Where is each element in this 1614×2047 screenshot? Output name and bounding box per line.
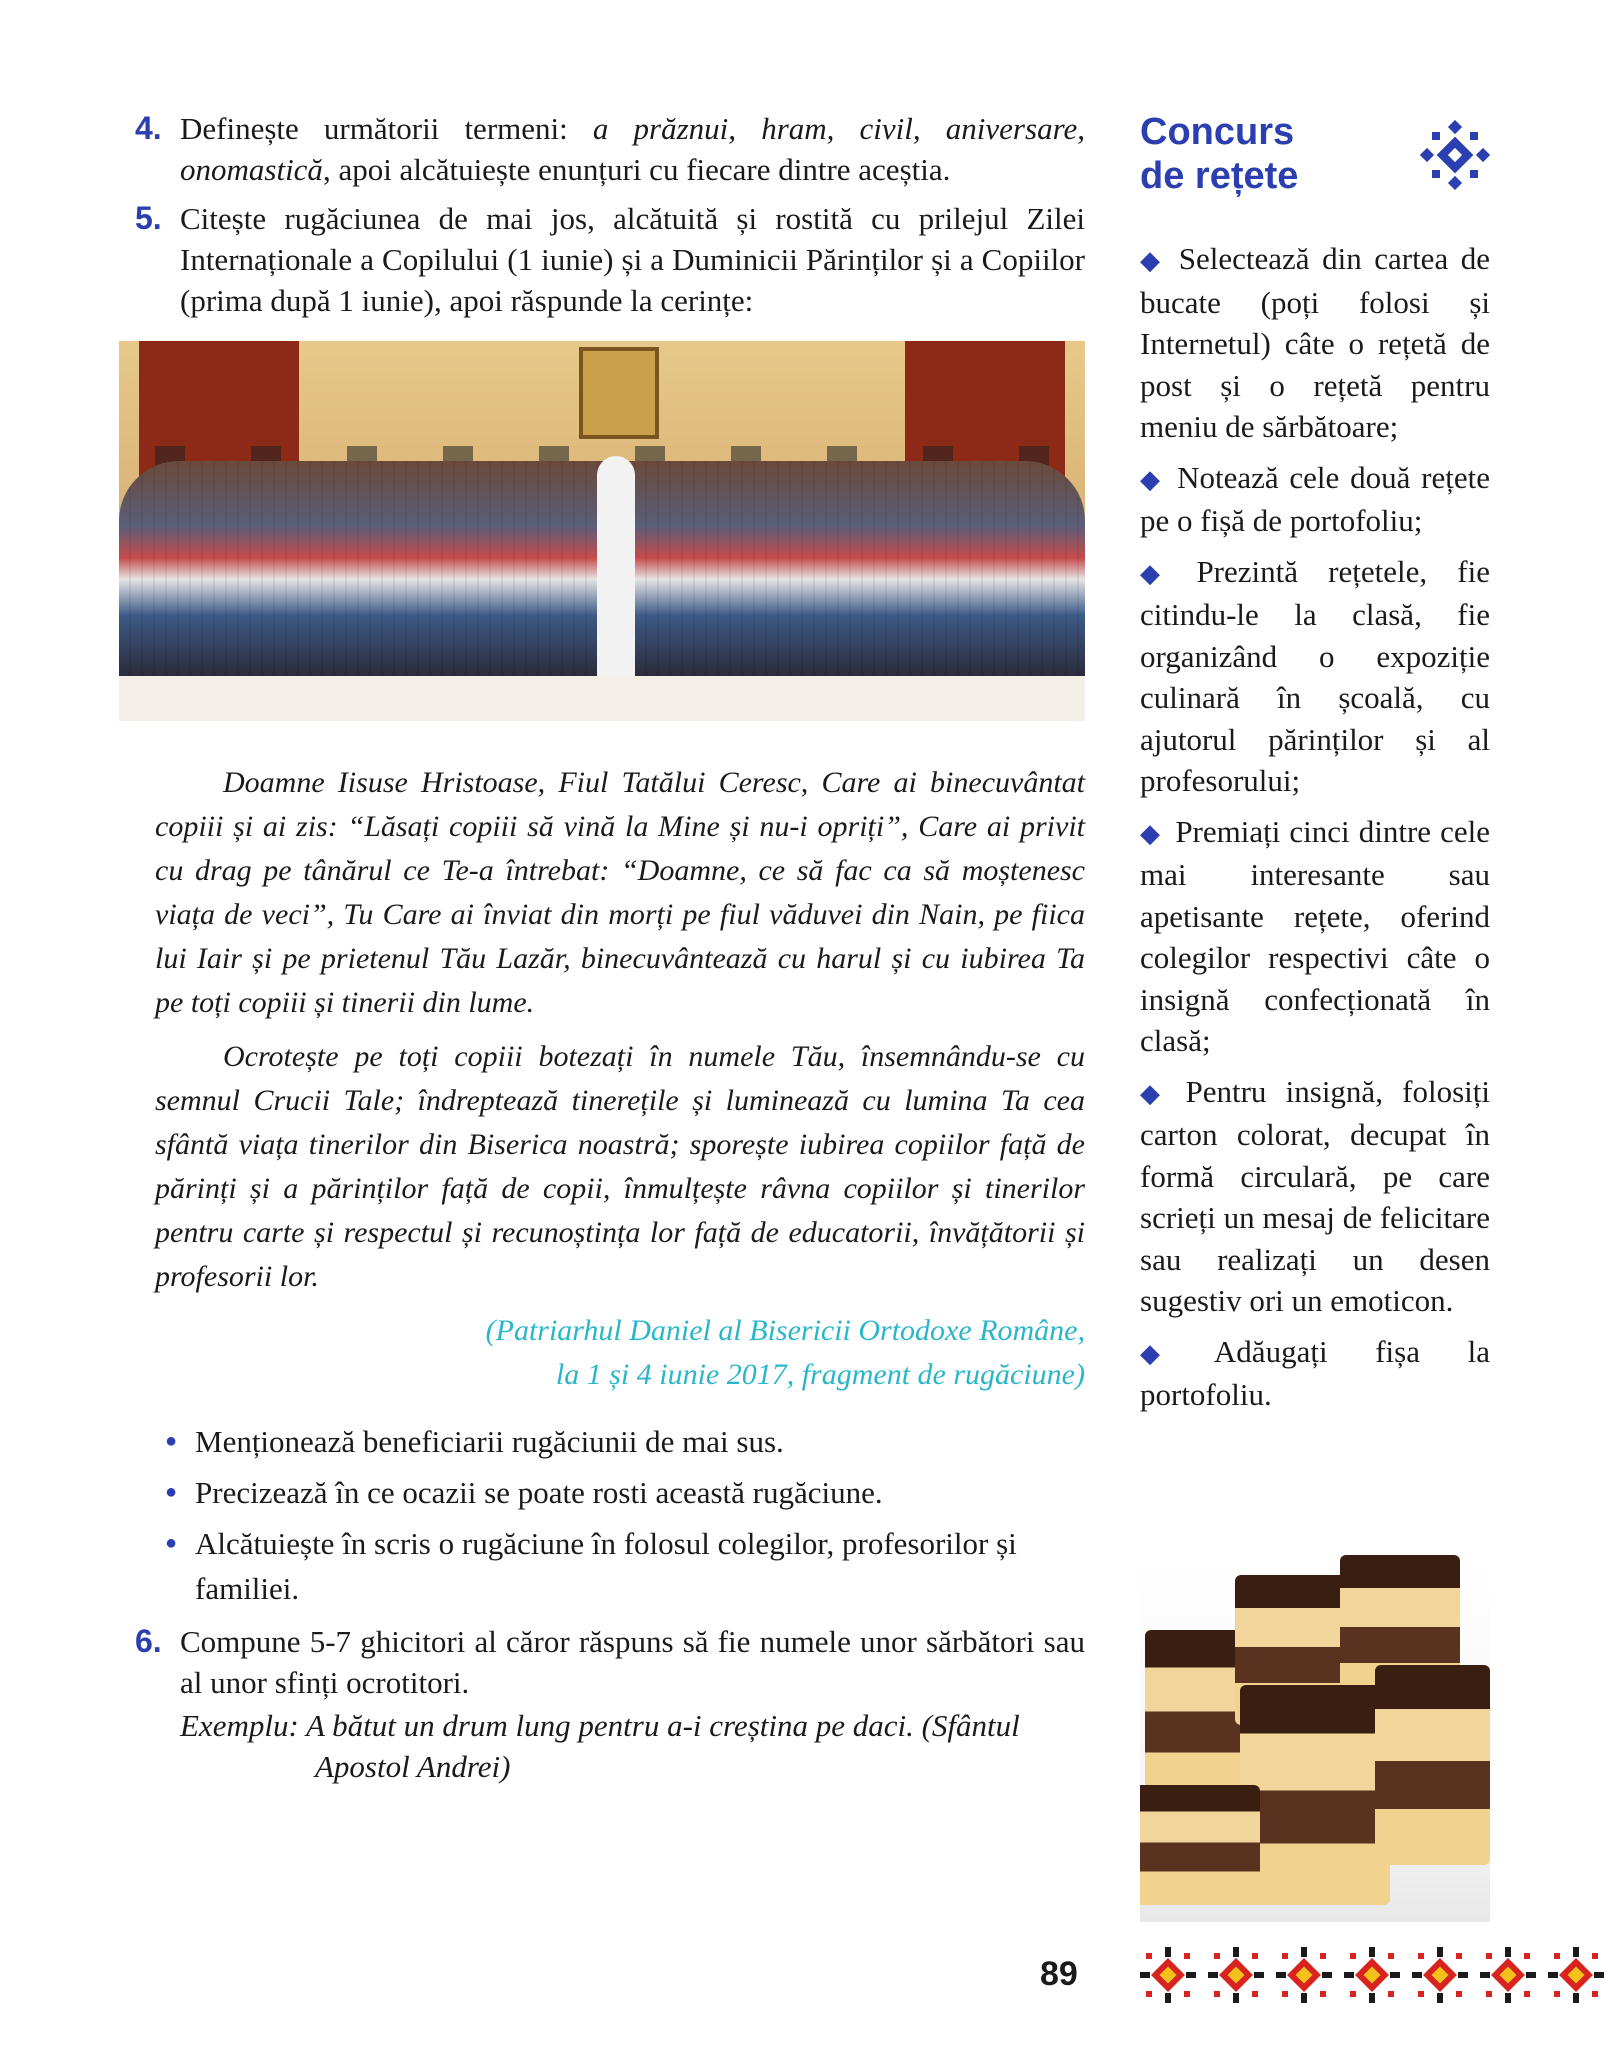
list-item: ◆ Premiați cinci dintre cele mai interesante sau apetisante rețete, oferind colegilor respectivi câte o insignă confecționată în clasă;	[1140, 813, 1490, 1058]
page-number: 89	[1040, 1955, 1078, 1993]
cake-photo	[1140, 1555, 1490, 1922]
prayer-paragraph: Doamne Iisuse Hristoase, Fiul Tatălui Ceresc, Care ai binecuvântat copiii și ai zis: “Lăsați copiii să vină la Mine și nu-i opriți”, Care ai privit cu drag pe tânărul ce Te-a întrebat: “Doamne, ce să fac ca să moștenesc viața de veci”, Tu Care ai înviat din morți pe fiul văduvei din Nain, pe fiica lui Iair și pe prietenul Tău Lazăr, binecuvântează cu harul și cu iubirea Ta pe toți copiii și tinerii din lume.	[155, 766, 1085, 1019]
diamond-icon: ◆	[1140, 1338, 1200, 1368]
diamond-icon: ◆	[1140, 558, 1183, 588]
holy-trinity-icon	[579, 347, 659, 439]
task-text: Definește următorii termeni:	[180, 111, 593, 146]
task-number: 6.	[135, 1623, 162, 1659]
task-example: Exemplu: A bătut un drum lung pentru a-i creștina pe daci. (Sfântul Apostol Andrei)	[180, 1708, 1020, 1784]
patriarch-figure	[597, 456, 635, 681]
folk-border-icon	[1138, 1945, 1608, 2005]
list-item: ◆ Notează cele două rețete pe o fișă de portofoliu;	[1140, 459, 1491, 538]
recipe-contest-sidebar	[1140, 110, 1490, 1425]
list-item: ◆ Pentru insignă, folosiți carton colorat, decupat în formă circulară, pe care scrieți un mesaj de felicitare sau realizați un desen sugestiv ori un emoticon.	[1140, 1073, 1491, 1318]
list-item: ◆ Selectează din cartea de bucate (poți folosi și Internetul) câte o rețetă de post și o rețetă pentru meniu de sărbătoare;	[1140, 241, 1490, 444]
task-terms: a prăznui, hram, civil, aniversare, onomastică	[180, 111, 1085, 187]
task-number: 4.	[135, 110, 162, 146]
prayer-paragraph: Ocrotește pe toți copiii botezați în numele Tău, însemnându-se cu semnul Crucii Tale; îndreptează tinerețile și luminează cu lumina Ta cea sfântă viața tinerilor din Biserica noastră; sporește iubirea copiilor față de părinți și a părinților față de copii, înmulțește râvna copiilor și tinerilor pentru carte și respectul și recunoștința lor față de educatorii, învățătorii și profesorii lor.	[155, 1040, 1085, 1293]
list-item: ◆ Prezintă rețetele, fie citindu-le la clasă, fie organizând o expoziție culinară în școală, cu ajutorul părinților și al profesorului;	[1140, 553, 1491, 798]
task-4	[135, 108, 1085, 190]
diamond-icon: ◆	[1140, 818, 1162, 848]
task-6	[135, 1621, 1085, 1787]
diamond-icon: ◆	[1140, 1078, 1172, 1108]
main-column	[135, 108, 1085, 1787]
sidebar-list	[1140, 238, 1490, 1416]
task-text: Citește rugăciunea de mai jos, alcătuită și rostită cu prilejul Zilei Internaționale a Copilului (1 iunie) și a Duminicii Părinților și a Copiilor (prima după 1 iunie), apoi răspunde la cerințe:	[180, 201, 1085, 318]
diamond-icon: ◆	[1140, 464, 1164, 494]
list-item: ◆ Adăugați fișa la portofoliu.	[1140, 1333, 1491, 1412]
task-number: 5.	[135, 200, 162, 236]
list-item: ● Menționează beneficiarii rugăciunii de mai sus.	[165, 1419, 1085, 1464]
task-text: Compune 5-7 ghicitori al căror răspuns să fie numele unor sărbători sau al unor sfinți ocrotitori.	[180, 1624, 1085, 1700]
list-item: ● Precizează în ce ocazii se poate rosti această rugăciune.	[165, 1470, 1085, 1515]
requirements-list	[165, 1419, 1085, 1611]
prayer-source: (Patriarhul Daniel al Bisericii Ortodoxe Române, la 1 și 4 iunie 2017, fragment de rugăciune)	[485, 1314, 1085, 1391]
prayer-text	[155, 761, 1085, 1397]
sidebar-title: Concurs de rețete	[1140, 111, 1299, 197]
diamond-icon: ◆	[1140, 246, 1165, 275]
group-photo	[119, 341, 1085, 721]
task-5	[135, 198, 1085, 321]
task-text-end: , apoi alcătuiește enunțuri cu fiecare dintre aceștia.	[322, 152, 951, 187]
list-item: ● Alcătuiește în scris o rugăciune în folosul colegilor, profesorilor și familiei.	[165, 1521, 1085, 1611]
